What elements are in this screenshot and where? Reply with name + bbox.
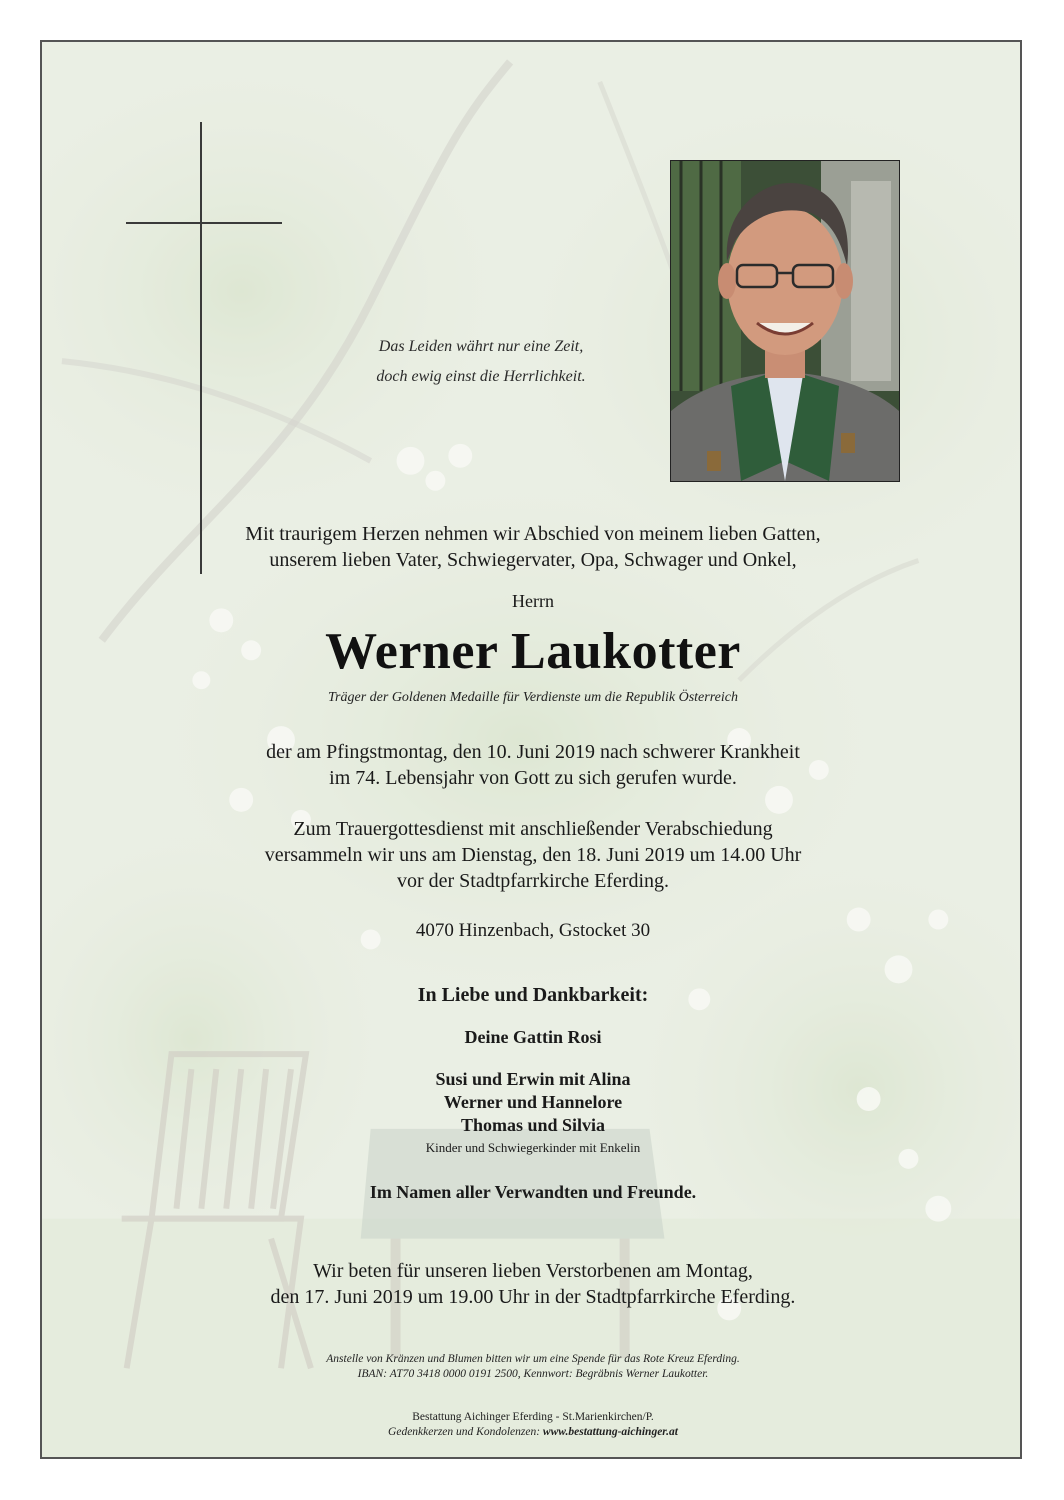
relatives-line: Im Namen aller Verwandten und Freunde.	[369, 1182, 697, 1202]
prayer-line: Wir beten für unseren lieben Verstorbenen am Montag,	[313, 1260, 753, 1282]
cross-icon	[200, 122, 202, 574]
footer-website-link[interactable]: www.bestattung-aichinger.at	[542, 1426, 678, 1438]
children-list	[42, 1068, 1022, 1137]
mourners-heading: In Liebe und Dankbarkeit:	[417, 984, 649, 1006]
footer-condolence-label: Gedenkkerzen und Kondolenzen:	[388, 1426, 543, 1438]
address: 4070 Hinzenbach, Gstocket 30	[415, 920, 651, 941]
verse-line: doch ewig einst die Herrlichkeit.	[376, 368, 586, 385]
donation-line: IBAN: AT70 3418 0000 0191 2500, Kennwort: Begräbnis Werner Laukotter.	[357, 1368, 709, 1380]
death-line: im 74. Lebensjahr von Gott zu sich gerufen wurde.	[329, 767, 737, 789]
obituary-card	[40, 40, 1022, 1459]
intro-line: Mit traurigem Herzen nehmen wir Abschied von meinem lieben Gatten,	[245, 523, 821, 545]
footer-condolence	[42, 1425, 1022, 1440]
portrait-photo	[670, 160, 900, 482]
funeral-service	[42, 816, 1022, 894]
donation-note	[42, 1352, 1022, 1382]
intro-line: unserem lieben Vater, Schwiegervater, Opa, Schwager und Onkel,	[269, 549, 797, 571]
intro-text	[42, 521, 1022, 573]
footer	[42, 1410, 1022, 1440]
cross-icon-bar	[126, 222, 282, 224]
service-line: Zum Trauergottesdienst mit anschließender Verabschiedung	[293, 818, 773, 840]
prayer-notice	[42, 1258, 1022, 1310]
verse-line: Das Leiden währt nur eine Zeit,	[378, 338, 584, 355]
honor-line: Träger der Goldenen Medaille für Verdienste um die Republik Österreich	[328, 690, 738, 705]
death-line: der am Pfingstmontag, den 10. Juni 2019 nach schwerer Krankheit	[266, 741, 800, 763]
spouse-name: Deine Gattin Rosi	[464, 1027, 602, 1047]
service-line: vor der Stadtpfarrkirche Eferding.	[396, 870, 670, 892]
salutation: Herrn	[512, 591, 554, 611]
donation-line: Anstelle von Kränzen und Blumen bitten wir um eine Spende für das Rote Kreuz Eferding.	[326, 1353, 740, 1365]
service-line: versammeln wir uns am Dienstag, den 18. Juni 2019 um 14.00 Uhr	[264, 844, 802, 866]
child-entry: Susi und Erwin mit Alina	[435, 1069, 631, 1089]
verse	[312, 332, 650, 392]
deceased-name: Werner Laukotter	[325, 623, 741, 680]
footer-company: Bestattung Aichinger Eferding - St.Marienkirchen/P.	[412, 1411, 654, 1423]
death-notice	[42, 739, 1022, 791]
prayer-line: den 17. Juni 2019 um 19.00 Uhr in der Stadtpfarrkirche Eferding.	[270, 1286, 796, 1308]
child-entry: Werner und Hannelore	[443, 1092, 623, 1112]
child-entry: Thomas und Silvia	[460, 1115, 606, 1135]
children-note: Kinder und Schwiegerkinder mit Enkelin	[425, 1140, 641, 1155]
